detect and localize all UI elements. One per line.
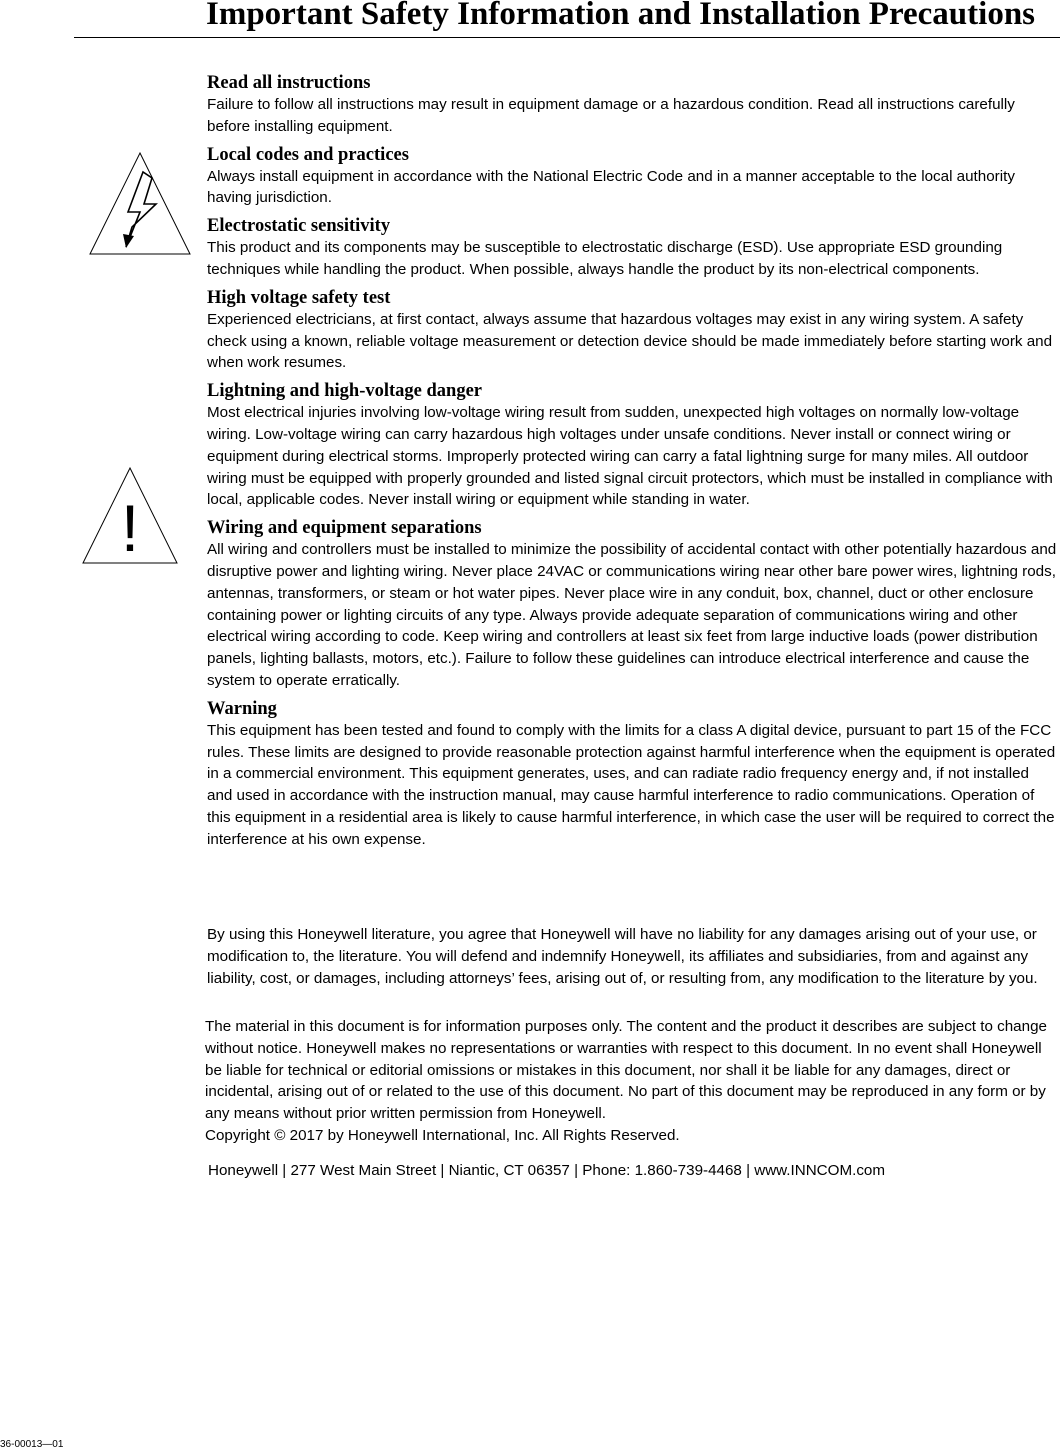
section-wiring-separations [207, 517, 1057, 692]
section-heading: Warning [207, 698, 277, 719]
exclamation-warning-icon [82, 467, 178, 565]
section-lightning-danger [207, 380, 1057, 511]
section-warning [207, 698, 1057, 851]
section-heading: Electrostatic sensitivity [207, 216, 391, 237]
section-read-all-instructions [207, 72, 1057, 138]
page-title: Important Safety Information and Installation Precautions [206, 0, 1036, 32]
section-high-voltage-test [207, 287, 1057, 374]
section-body: This product and its components may be susceptible to electrostatic discharge (ESD). Use appropriate ESD grounding techniques while handling the product. When possible, always handle the product by its non-electrical components. [207, 239, 1003, 278]
section-heading: Local codes and practices [207, 144, 409, 165]
section-local-codes [207, 144, 1057, 210]
lightning-warning-icon [88, 152, 192, 256]
section-body: Always install equipment in accordance with the National Electric Code and in a manner acceptable to the local authority having jurisdiction. [207, 167, 1015, 207]
section-heading: Lightning and high-voltage danger [207, 381, 482, 402]
material-text: The material in this document is for information purposes only. The content and the product it describes are subject to change without notice. Honeywell makes no representations or warranties with respect to this document. In no event shall Honeywell be liable for technical or editorial omissions or mistakes in this document, nor shall it be liable for any damages, direct or incidental, arising out of or related to the use of this document. No part of this document may be reproduced in any form or by any means without prior written permission from Honeywell. [205, 1018, 1047, 1123]
section-electrostatic-sensitivity [207, 215, 1057, 281]
exclamation-mark: ! [120, 491, 140, 565]
section-heading: Wiring and equipment separations [207, 518, 482, 539]
document-number: 36-00013—01 [0, 1439, 64, 1450]
safety-sections [207, 72, 1057, 857]
section-body: All wiring and controllers must be installed to minimize the possibility of accidental contact with other potentially hazardous and disruptive power and lighting wiring. Never place 24VAC or communications wiring near other bare power wires, lightning rods, antennas, transformers, or steam or hot water pipes. Never place wire in any conduit, box, channel, duct or other enclosure containing power or lighting circuits of any type. Always provide adequate separation of communications wiring and other electrical wiring according to code. Keep wiring and controllers at least six feet from large inductive loads (power distribution panels, lighting ballasts, motors, etc.). Failure to follow these guidelines can introduce electrical interference and cause the system to operate erratically. [207, 541, 1057, 689]
copyright-notice: Copyright © 2017 by Honeywell International, Inc. All Rights Reserved. [205, 1126, 680, 1144]
section-heading: High voltage safety test [207, 287, 391, 308]
section-body: Most electrical injuries involving low-voltage wiring result from sudden, unexpected high voltages on normally low-voltage wiring. Low-voltage wiring can carry hazardous high voltages under unsafe conditions. Never install or connect wiring or equipment during electrical storms. Improperly protected wiring can carry a fatal lightning surge for many miles. All outdoor wiring must be equipped with properly grounded and listed signal circuit protectors, which must be installed in compliance with local, applicable codes. Never install wiring or equipment while standing in water. [207, 404, 1053, 509]
material-notice [205, 1016, 1057, 1147]
contact-footer: Honeywell | 277 West Main Street | Niantic, CT 06357 | Phone: 1.860-739-4468 | www.INNCOM.com [208, 1162, 886, 1179]
liability-disclaimer: By using this Honeywell literature, you agree that Honeywell will have no liability for any damages arising out of your use, or modification to, the literature. You will defend and indemnify Honeywell, its affiliates and subsidiaries, from and against any liability, cost, or damages, including attorneys’ fees, arising out of, or resulting from, any modification to the literature by you. [207, 926, 1038, 987]
title-rule [74, 37, 1060, 38]
section-body: This equipment has been tested and found to comply with the limits for a class A digital device, pursuant to part 15 of the FCC rules. These limits are designed to provide reasonable protection against harmful interference when the equipment is operated in a commercial environment. This equipment generates, uses, and can radiate radio frequency energy and, if not installed and used in accordance with the instruction manual, may cause harmful interference to radio communications. Operation of this equipment in a residential area is likely to cause harmful interference, in which case the user will be required to correct the interference at his own expense. [207, 721, 1056, 848]
section-body: Experienced electricians, at first contact, always assume that hazardous voltages may exist in any wiring system. A safety check using a known, reliable voltage measurement or detection device should be made immediately before starting work and when work resumes. [207, 310, 1053, 372]
section-heading: Read all instructions [207, 73, 371, 93]
section-body: Failure to follow all instructions may result in equipment damage or a hazardous condition. Read all instructions carefully before installing equipment. [207, 96, 1015, 135]
